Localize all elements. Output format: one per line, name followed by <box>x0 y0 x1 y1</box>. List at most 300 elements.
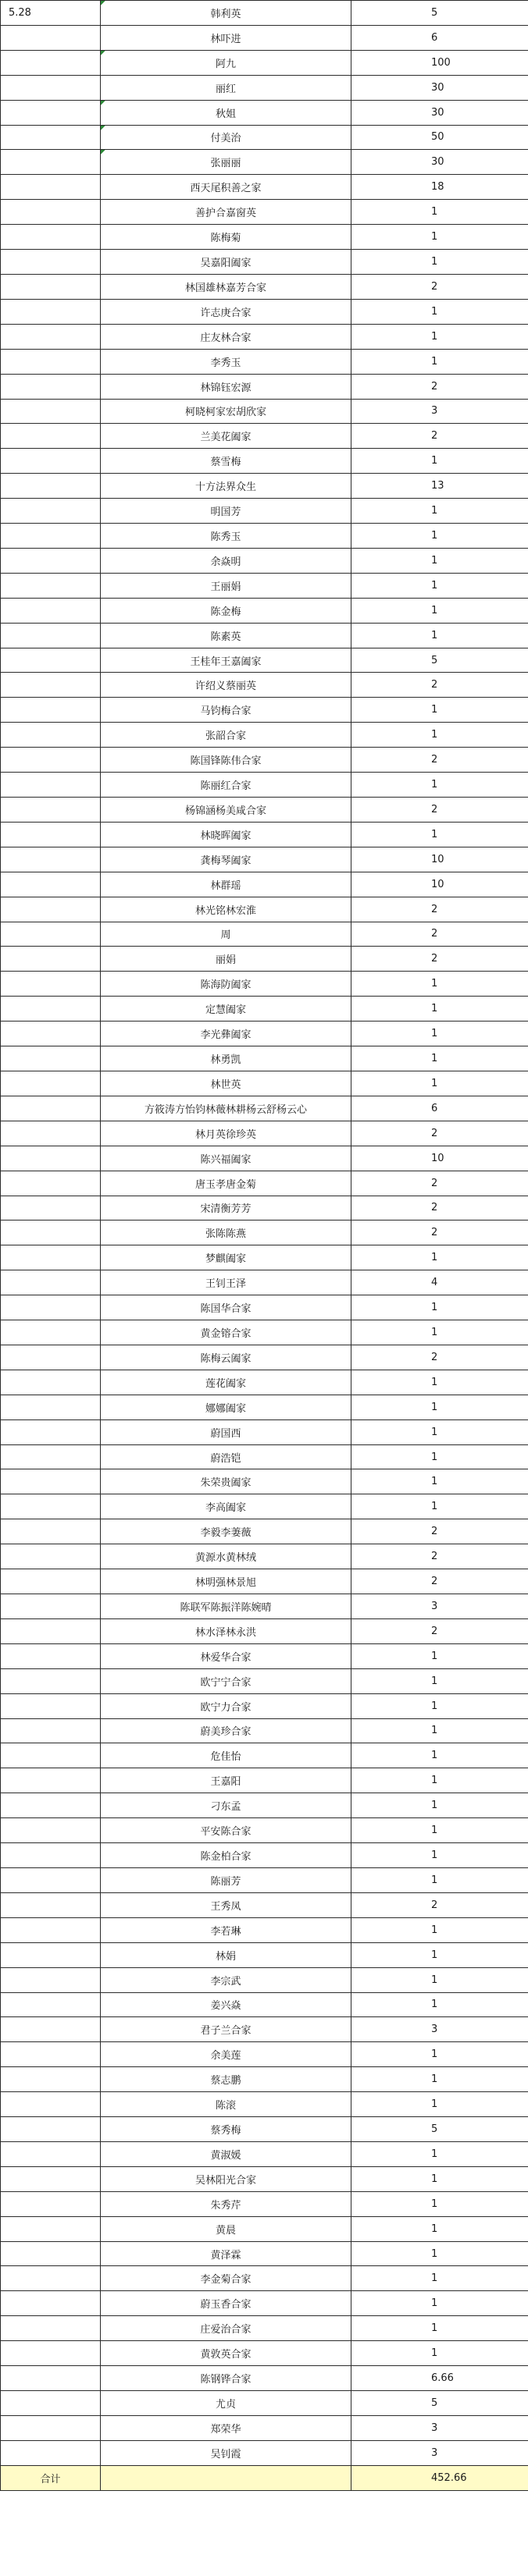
donor-name-cell: 林明强林景旭 <box>101 1569 351 1594</box>
date-cell <box>1 1668 101 1693</box>
amount-cell: 1 <box>351 573 528 598</box>
amount-cell: 4 <box>351 1270 528 1295</box>
donor-name-cell: 王钊王泽 <box>101 1270 351 1295</box>
date-cell <box>1 1843 101 1868</box>
donor-name-cell: 许志庚合家 <box>101 299 351 324</box>
table-row <box>1 897 528 922</box>
amount-cell: 1 <box>351 524 528 549</box>
table-row <box>1 324 528 349</box>
donor-name-cell: 王嘉阳 <box>101 1768 351 1793</box>
table-row <box>1 1345 528 1370</box>
donor-name-cell: 林爱华合家 <box>101 1643 351 1668</box>
table-row <box>1 1121 528 1146</box>
date-cell <box>1 2266 101 2291</box>
table-row <box>1 972 528 997</box>
date-cell <box>1 1320 101 1345</box>
donor-name-cell: 林锦钰宏源 <box>101 374 351 399</box>
table-row <box>1 1494 528 1519</box>
table-row <box>1 1618 528 1643</box>
donor-name-cell: 欧宁力合家 <box>101 1693 351 1718</box>
amount-cell: 2 <box>351 1519 528 1544</box>
amount-cell: 1 <box>351 1743 528 1768</box>
donor-name-cell: 丽娟 <box>101 947 351 972</box>
table-row <box>1 250 528 275</box>
donor-name-cell: 林勇凯 <box>101 1046 351 1071</box>
donor-name-cell: 王丽娟 <box>101 573 351 598</box>
donor-name-cell: 李毅李萋薇 <box>101 1519 351 1544</box>
amount-cell: 2 <box>351 673 528 698</box>
date-cell <box>1 872 101 897</box>
amount-cell: 1 <box>351 225 528 250</box>
date-cell <box>1 2316 101 2341</box>
table-row <box>1 125 528 150</box>
amount-cell: 1 <box>351 1942 528 1967</box>
donor-name-cell: 姜兴焱 <box>101 1992 351 2017</box>
donor-name-cell: 张陈陈燕 <box>101 1220 351 1245</box>
date-cell <box>1 1768 101 1793</box>
amount-cell: 1 <box>351 449 528 474</box>
date-cell <box>1 2216 101 2241</box>
donor-name-cell: 陈钢铧合家 <box>101 2366 351 2391</box>
donor-name-cell: 庄友林合家 <box>101 324 351 349</box>
donor-name-cell: 陈丽芳 <box>101 1867 351 1892</box>
amount-cell: 2 <box>351 1220 528 1245</box>
donor-name-cell: 陈国锋陈伟合家 <box>101 748 351 773</box>
amount-cell: 1 <box>351 822 528 847</box>
table-row <box>1 1818 528 1843</box>
table-row <box>1 1444 528 1469</box>
table-row <box>1 947 528 972</box>
date-cell <box>1 499 101 524</box>
donor-name-cell: 刁东孟 <box>101 1793 351 1818</box>
donor-name-cell: 林吓进 <box>101 25 351 50</box>
date-cell <box>1 1146 101 1171</box>
donor-name-cell: 蔚玉香合家 <box>101 2291 351 2316</box>
date-cell <box>1 1171 101 1196</box>
date-cell <box>1 1419 101 1444</box>
table-row <box>1 2067 528 2092</box>
table-row <box>1 673 528 698</box>
donor-name-cell: 吴嘉阳阖家 <box>101 250 351 275</box>
date-cell <box>1 748 101 773</box>
table-row <box>1 2042 528 2067</box>
amount-cell: 1 <box>351 2216 528 2241</box>
table-row <box>1 2440 528 2465</box>
date-cell <box>1 897 101 922</box>
table-row <box>1 1270 528 1295</box>
date-cell <box>1 75 101 100</box>
donor-name-cell: 方筱涛方怡钧林薇林耕杨云舒杨云心 <box>101 1096 351 1121</box>
amount-cell: 1 <box>351 1643 528 1668</box>
amount-cell: 1 <box>351 2166 528 2191</box>
date-cell <box>1 1917 101 1942</box>
amount-cell: 10 <box>351 847 528 872</box>
donor-name-cell: 林国雄林嘉芳合家 <box>101 274 351 299</box>
amount-cell: 1 <box>351 1992 528 2017</box>
amount-cell: 2 <box>351 1345 528 1370</box>
table-row <box>1 1643 528 1668</box>
amount-cell: 1 <box>351 1693 528 1718</box>
table-row <box>1 399 528 424</box>
date-cell: 5.28 <box>1 1 101 26</box>
donor-name-cell: 柯晓柯家宏胡欣家 <box>101 399 351 424</box>
table-row <box>1 1071 528 1096</box>
table-row <box>1 1519 528 1544</box>
amount-cell: 1 <box>351 349 528 374</box>
amount-cell: 2 <box>351 1171 528 1196</box>
table-row <box>1 1594 528 1619</box>
date-cell <box>1 1220 101 1245</box>
table-row <box>1 2341 528 2366</box>
table-row <box>1 1867 528 1892</box>
date-cell <box>1 2117 101 2142</box>
amount-cell: 2 <box>351 922 528 947</box>
amount-cell: 1 <box>351 1370 528 1395</box>
amount-cell: 2 <box>351 897 528 922</box>
donor-name-cell: 黄金镕合家 <box>101 1320 351 1345</box>
donor-name-cell: 陈丽红合家 <box>101 773 351 798</box>
amount-cell: 1 <box>351 250 528 275</box>
donor-name-cell: 王秀凤 <box>101 1892 351 1917</box>
donor-name-cell: 梦麒阖家 <box>101 1245 351 1270</box>
total-amount: 452.66 <box>351 2465 528 2490</box>
amount-cell: 1 <box>351 2042 528 2067</box>
donor-name-cell: 定慧阖家 <box>101 997 351 1022</box>
donor-name-cell: 李若琳 <box>101 1917 351 1942</box>
table-row <box>1 349 528 374</box>
table-row <box>1 2415 528 2440</box>
donor-name-cell: 尤贞 <box>101 2391 351 2416</box>
date-cell <box>1 1569 101 1594</box>
table-row <box>1 598 528 623</box>
amount-cell: 1 <box>351 1867 528 1892</box>
donor-name-cell: 唐玉孝唐金菊 <box>101 1171 351 1196</box>
amount-cell: 1 <box>351 1494 528 1519</box>
amount-cell: 2 <box>351 424 528 449</box>
table-row <box>1 798 528 823</box>
date-cell <box>1 100 101 125</box>
table-row <box>1 1171 528 1196</box>
date-cell <box>1 798 101 823</box>
date-cell <box>1 2391 101 2416</box>
date-cell <box>1 1718 101 1743</box>
amount-cell: 5 <box>351 1 528 26</box>
donor-name-cell: 蔚浩铠 <box>101 1444 351 1469</box>
table-row <box>1 424 528 449</box>
amount-cell: 3 <box>351 1594 528 1619</box>
date-cell <box>1 1121 101 1146</box>
table-row <box>1 1245 528 1270</box>
date-cell <box>1 573 101 598</box>
donor-name-cell: 蔚国西 <box>101 1419 351 1444</box>
date-cell <box>1 2241 101 2266</box>
table-row <box>1 573 528 598</box>
amount-cell: 1 <box>351 1793 528 1818</box>
donor-name-cell: 阿九 <box>101 50 351 75</box>
donor-name-cell: 余美莲 <box>101 2042 351 2067</box>
date-cell <box>1 1594 101 1619</box>
amount-cell: 1 <box>351 1046 528 1071</box>
date-cell <box>1 2291 101 2316</box>
amount-cell: 1 <box>351 1022 528 1046</box>
date-cell <box>1 1270 101 1295</box>
amount-cell: 1 <box>351 200 528 225</box>
donor-name-cell: 付美治 <box>101 125 351 150</box>
amount-cell: 2 <box>351 1121 528 1146</box>
amount-cell: 1 <box>351 299 528 324</box>
donor-name-cell: 明国芳 <box>101 499 351 524</box>
date-cell <box>1 125 101 150</box>
donor-name-cell: 朱秀芹 <box>101 2191 351 2216</box>
donor-name-cell: 君子兰合家 <box>101 2017 351 2042</box>
donor-name-cell: 龚梅琴阖家 <box>101 847 351 872</box>
amount-cell: 1 <box>351 2266 528 2291</box>
amount-cell: 2 <box>351 374 528 399</box>
table-row <box>1 100 528 125</box>
donor-name-cell: 吴钊霞 <box>101 2440 351 2465</box>
table-row <box>1 1 528 26</box>
donor-name-cell: 平安陈合家 <box>101 1818 351 1843</box>
donor-name-cell: 李金菊合家 <box>101 2266 351 2291</box>
amount-cell: 5 <box>351 2117 528 2142</box>
amount-cell: 1 <box>351 324 528 349</box>
donor-name-cell: 娜娜阖家 <box>101 1395 351 1419</box>
table-row <box>1 2117 528 2142</box>
amount-cell: 2 <box>351 1892 528 1917</box>
date-cell <box>1 1245 101 1270</box>
date-cell <box>1 1643 101 1668</box>
donor-name-cell: 陈联军陈振洋陈婉晴 <box>101 1594 351 1619</box>
table-row <box>1 1793 528 1818</box>
date-cell <box>1 2042 101 2067</box>
amount-cell: 1 <box>351 997 528 1022</box>
donor-name-cell: 危佳怡 <box>101 1743 351 1768</box>
date-cell <box>1 324 101 349</box>
donor-name-cell: 黄泽霖 <box>101 2241 351 2266</box>
date-cell <box>1 1867 101 1892</box>
table-row <box>1 1046 528 1071</box>
table-row <box>1 2291 528 2316</box>
date-cell <box>1 1469 101 1494</box>
donor-name-cell: 丽红 <box>101 75 351 100</box>
amount-cell: 5 <box>351 2391 528 2416</box>
amount-cell: 2 <box>351 947 528 972</box>
table-row <box>1 623 528 648</box>
amount-cell: 2 <box>351 798 528 823</box>
table-row <box>1 548 528 573</box>
date-cell <box>1 1345 101 1370</box>
amount-cell: 2 <box>351 1544 528 1569</box>
donor-name-cell: 陈梅云阖家 <box>101 1345 351 1370</box>
table-row <box>1 1768 528 1793</box>
date-cell <box>1 2166 101 2191</box>
date-cell <box>1 25 101 50</box>
donor-name-cell: 黄源水黄林绒 <box>101 1544 351 1569</box>
table-row <box>1 150 528 175</box>
table-row <box>1 499 528 524</box>
table-row <box>1 225 528 250</box>
date-cell <box>1 449 101 474</box>
date-cell <box>1 698 101 723</box>
table-row <box>1 822 528 847</box>
table-row <box>1 723 528 748</box>
donor-name-cell: 林水泽林永洪 <box>101 1618 351 1643</box>
date-cell <box>1 1818 101 1843</box>
date-cell <box>1 1892 101 1917</box>
date-cell <box>1 2341 101 2366</box>
amount-cell: 10 <box>351 872 528 897</box>
table-row <box>1 1668 528 1693</box>
date-cell <box>1 1992 101 2017</box>
total-row <box>1 2465 528 2490</box>
amount-cell: 5 <box>351 648 528 673</box>
date-cell <box>1 1519 101 1544</box>
amount-cell: 1 <box>351 1395 528 1419</box>
table-row <box>1 648 528 673</box>
donor-name-cell: 林月英徐珍英 <box>101 1121 351 1146</box>
donor-name-cell: 余焱明 <box>101 548 351 573</box>
date-cell <box>1 1395 101 1419</box>
table-row <box>1 1469 528 1494</box>
donor-name-cell: 陈兴福阖家 <box>101 1146 351 1171</box>
amount-cell: 30 <box>351 75 528 100</box>
table-row <box>1 1395 528 1419</box>
amount-cell: 3 <box>351 2017 528 2042</box>
amount-cell: 3 <box>351 2440 528 2465</box>
table-row <box>1 1917 528 1942</box>
donor-name-cell: 蔡秀梅 <box>101 2117 351 2142</box>
amount-cell: 1 <box>351 1071 528 1096</box>
table-row <box>1 2241 528 2266</box>
date-cell <box>1 623 101 648</box>
amount-cell: 1 <box>351 2092 528 2117</box>
table-row <box>1 1146 528 1171</box>
date-cell <box>1 922 101 947</box>
date-cell <box>1 773 101 798</box>
donor-name-cell: 西天尾积善之家 <box>101 175 351 200</box>
date-cell <box>1 2440 101 2465</box>
total-empty-cell <box>101 2465 351 2490</box>
table-row <box>1 75 528 100</box>
amount-cell: 1 <box>351 1917 528 1942</box>
donor-name-cell: 宋清衡芳芳 <box>101 1196 351 1220</box>
table-row <box>1 1942 528 1967</box>
donor-name-cell: 兰美花阖家 <box>101 424 351 449</box>
date-cell <box>1 2415 101 2440</box>
date-cell <box>1 847 101 872</box>
amount-cell: 3 <box>351 2415 528 2440</box>
amount-cell: 1 <box>351 2067 528 2092</box>
donor-name-cell: 庄爱治合家 <box>101 2316 351 2341</box>
date-cell <box>1 1618 101 1643</box>
date-cell <box>1 2141 101 2166</box>
amount-cell: 1 <box>351 1295 528 1320</box>
donor-name-cell: 李宗武 <box>101 1967 351 1992</box>
table-row <box>1 25 528 50</box>
date-cell <box>1 424 101 449</box>
amount-cell: 13 <box>351 474 528 499</box>
table-row <box>1 175 528 200</box>
donor-name-cell: 欧宁宁合家 <box>101 1668 351 1693</box>
donor-name-cell: 马钧梅合家 <box>101 698 351 723</box>
date-cell <box>1 1071 101 1096</box>
date-cell <box>1 1793 101 1818</box>
amount-cell: 1 <box>351 1320 528 1345</box>
date-cell <box>1 1046 101 1071</box>
date-cell <box>1 1022 101 1046</box>
table-row <box>1 847 528 872</box>
table-row <box>1 2266 528 2291</box>
amount-cell: 2 <box>351 748 528 773</box>
table-row <box>1 1718 528 1743</box>
date-cell <box>1 1743 101 1768</box>
date-cell <box>1 1196 101 1220</box>
donor-name-cell: 蔡志鹏 <box>101 2067 351 2092</box>
donor-name-cell: 莲花阖家 <box>101 1370 351 1395</box>
table-row <box>1 2017 528 2042</box>
table-row <box>1 748 528 773</box>
table-row <box>1 2092 528 2117</box>
table-row <box>1 773 528 798</box>
amount-cell: 1 <box>351 1444 528 1469</box>
donation-rows <box>1 1 528 2491</box>
donor-name-cell: 李光彝阖家 <box>101 1022 351 1046</box>
table-row <box>1 1544 528 1569</box>
amount-cell: 30 <box>351 100 528 125</box>
table-row <box>1 1295 528 1320</box>
date-cell <box>1 1444 101 1469</box>
amount-cell: 1 <box>351 623 528 648</box>
donor-name-cell: 林娟 <box>101 1942 351 1967</box>
table-row <box>1 2316 528 2341</box>
donor-name-cell: 陈素英 <box>101 623 351 648</box>
table-row <box>1 997 528 1022</box>
table-row <box>1 1743 528 1768</box>
donor-name-cell: 郑荣华 <box>101 2415 351 2440</box>
amount-cell: 1 <box>351 499 528 524</box>
amount-cell: 1 <box>351 1245 528 1270</box>
donor-name-cell: 杨锦涵杨美咸合家 <box>101 798 351 823</box>
donor-name-cell: 张丽丽 <box>101 150 351 175</box>
amount-cell: 10 <box>351 1146 528 1171</box>
date-cell <box>1 1693 101 1718</box>
date-cell <box>1 274 101 299</box>
donor-name-cell: 十方法界众生 <box>101 474 351 499</box>
date-cell <box>1 2191 101 2216</box>
date-cell <box>1 150 101 175</box>
table-row <box>1 2166 528 2191</box>
amount-cell: 1 <box>351 1967 528 1992</box>
amount-cell: 6 <box>351 25 528 50</box>
amount-cell: 3 <box>351 399 528 424</box>
donor-name-cell: 秋姐 <box>101 100 351 125</box>
donor-name-cell: 黄敦英合家 <box>101 2341 351 2366</box>
donor-name-cell: 李秀玉 <box>101 349 351 374</box>
amount-cell: 1 <box>351 2341 528 2366</box>
date-cell <box>1 997 101 1022</box>
amount-cell: 1 <box>351 1469 528 1494</box>
amount-cell: 1 <box>351 1668 528 1693</box>
table-row <box>1 200 528 225</box>
date-cell <box>1 200 101 225</box>
donor-name-cell: 陈国华合家 <box>101 1295 351 1320</box>
donor-name-cell: 李高阖家 <box>101 1494 351 1519</box>
date-cell <box>1 723 101 748</box>
date-cell <box>1 1370 101 1395</box>
date-cell <box>1 524 101 549</box>
amount-cell: 1 <box>351 1843 528 1868</box>
table-row <box>1 274 528 299</box>
